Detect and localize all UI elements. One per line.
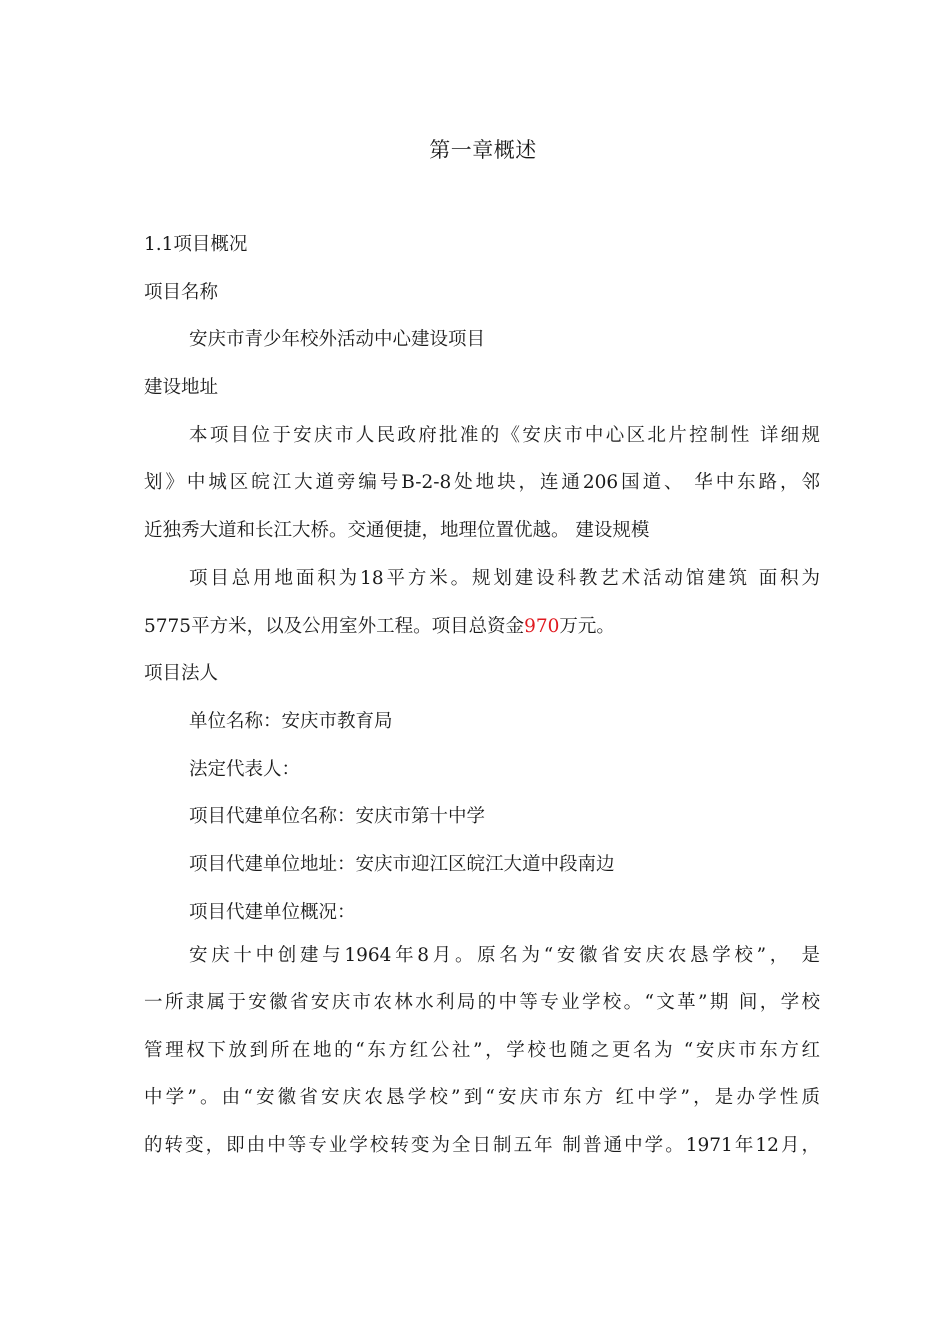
scale-text-before: 5775平方米，以及公用室外工程。项目总资金 [144, 616, 525, 637]
section-heading: 1.1项目概况 [144, 234, 248, 255]
history-line-4: 中学”。由“安徽省安庆农恳学校”到“安庆市东方 红中学”，是办学性质 [144, 1087, 820, 1108]
project-name-value: 安庆市青少年校外活动中心建设项目 [189, 329, 486, 350]
agent-unit-address: 项目代建单位地址：安庆市迎江区皖江大道中段南边 [189, 854, 615, 875]
history-line-5: 的转变，即由中等专业学校转变为全日制五年 制普通中学。1971年12月， [144, 1135, 820, 1156]
legal-person-label: 项目法人 [144, 663, 219, 684]
site-text-line-2: 划》中城区皖江大道旁编号B-2-8处地块，连通206国道、 华中东路，邻 [144, 472, 820, 493]
history-line-3: 管理权下放到所在地的“东方红公社”，学校也随之更名为 “安庆市东方红 [144, 1040, 820, 1061]
site-label: 建设地址 [144, 377, 219, 398]
project-name-label: 项目名称 [144, 282, 219, 303]
total-investment-value: 970 [524, 616, 560, 637]
legal-representative: 法定代表人： [189, 759, 301, 780]
scale-text-line-1: 项目总用地面积为18平方米。规划建设科教艺术活动馆建筑 面积为 [189, 568, 820, 589]
history-line-2: 一所隶属于安徽省安庆市农林水利局的中等专业学校。“文革”期 间，学校 [144, 992, 820, 1013]
chapter-title: 第一章概述 [429, 138, 537, 162]
unit-name: 单位名称：安庆市教育局 [189, 711, 393, 732]
site-text-line-3: 近独秀大道和长江大桥。交通便捷，地理位置优越。 建设规模 [144, 520, 650, 541]
agent-unit-name: 项目代建单位名称：安庆市第十中学 [189, 806, 486, 827]
scale-text-after: 万元。 [559, 616, 615, 637]
agent-unit-overview: 项目代建单位概况： [189, 902, 356, 923]
history-line-1: 安庆十中创建与1964年8月。原名为“安徽省安庆农恳学校”， 是 [189, 945, 820, 966]
scale-text-line-2 [144, 614, 615, 640]
site-text-line-1: 本项目位于安庆市人民政府批准的《安庆市中心区北片控制性 详细规 [189, 425, 820, 446]
